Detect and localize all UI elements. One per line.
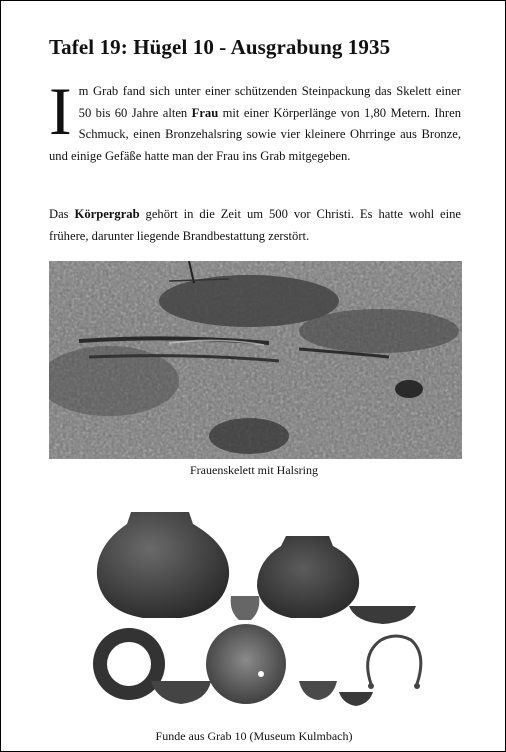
dating-text-part-1: Das	[49, 207, 75, 221]
dating-paragraph	[49, 204, 461, 247]
dating-text-part-2: gehört in die Zeit um 500 vor Christi. Es hatte wohl eine frühere, darunter liegende Brandbestattung zerstört.	[49, 207, 461, 243]
grave-finds-photo	[81, 506, 441, 716]
skeleton-excavation-photo	[49, 261, 462, 459]
intro-paragraph	[49, 73, 461, 167]
skeleton-photo-caption: Frauenskelett mit Halsring	[190, 463, 318, 477]
finds-photo-caption: Funde aus Grab 10 (Museum Kulmbach)	[155, 729, 353, 743]
intro-text-part-2: mit einer Körperlänge von 1,80 Metern. Ihren Schmuck, einen Bronzehalsring sowie vier kleinere Ohrringe aus Bronze, und einige Gefäße hatte man der Frau ins Grab mitgegeben.	[49, 105, 461, 163]
drop-cap: I	[49, 73, 72, 149]
intro-text-part-1: m Grab fand sich unter einer schützenden Steinpackung das Skelett einer 50 bis 60 Jahre alten	[78, 84, 461, 120]
intro-bold-word: Frau	[191, 105, 219, 120]
dating-bold-word: Körpergrab	[74, 207, 140, 221]
page-title: Tafel 19: Hügel 10 - Ausgrabung 1935	[49, 35, 391, 59]
